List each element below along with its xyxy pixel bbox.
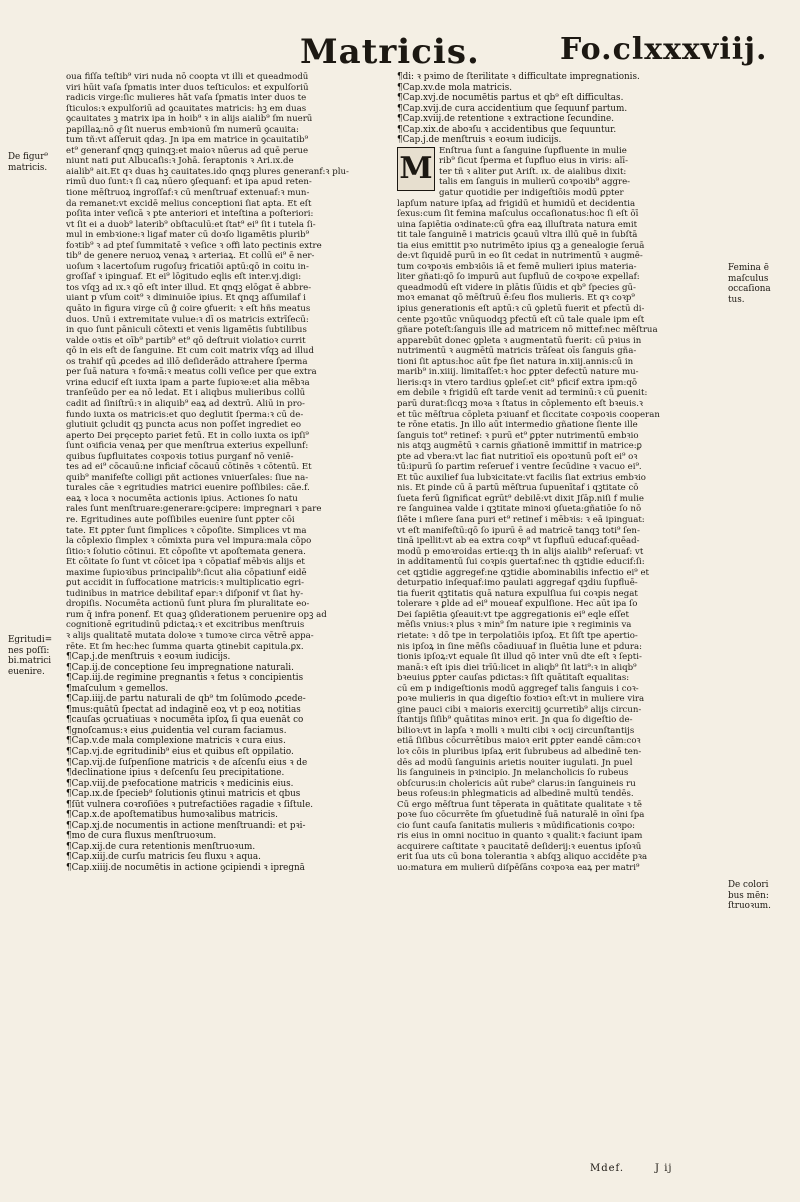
text-line: ꝑut accidit in ſuffocatione matricis:ꝛ multiplicatio egri- xyxy=(66,578,305,589)
text-line: bilioꝛ:vt in lapſa ꝛ molli ꝛ multi cibi ꝛ ocij circunſtantijs xyxy=(397,725,635,736)
text-line: modū p emoꝛroidas ertie:qꝫ th in alijs aialib⁹ reſeruaf: vt xyxy=(397,546,644,557)
text-line: parū durat:ſicqꝫ moꝛa ꝛ ſtatus in cōplemento eſt bꝛeuis.ꝛ xyxy=(397,398,644,409)
text-line: ſunt oꝛificia venaꝝ per que menſtrua exterius expellunf: xyxy=(66,441,309,452)
text-line: aialib⁹ ait.Et qꝛ duas hꝫ cauitates.ido qnqꝫ plures generanf:ꝛ plu- xyxy=(66,166,349,177)
text-line: cet qꝫtidie aggregef:ne qꝫtidie abominabilis infectio ei⁹ et xyxy=(397,567,650,578)
text-line: loꝛ cōis in pluribus ipſaꝝ erit ſubrubeus ad albedinē ten- xyxy=(397,747,642,757)
text-line: et tūc mēſtrua cōpleta pꝛiuanf et ſiccitate coꝛpoꝛis cooperan xyxy=(397,409,660,420)
text-line: uo:matura em mulierū diſpēſāns coꝛpoꝛa eaꝝ per matri⁹ xyxy=(397,863,640,874)
chapter-heading: ¶Cap.xj.de nocumentis in actione menſtruandi: et pꝛi- xyxy=(66,820,306,831)
text-line: tione mēſtruoꝝ ingroſſaf:ꝛ cū menſtruaf extenuaf:ꝛ mun- xyxy=(66,188,310,199)
text-line: gñare poteſt:ſanguis ille ad matricem nō mittef:nec mēſtrua xyxy=(397,325,658,336)
text-line: quib⁹ manifeſte colligi pñt actiones vniuerſales: ſiue na- xyxy=(66,472,309,483)
text-line: nis ipſoꝝ in ſine mēſis cōadiuuaf in ſluētia lune et pdura: xyxy=(397,641,642,652)
text-line: per ſuā natura ꝛ foꝛmā:ꝛ meatus colli veſice per que extra xyxy=(66,367,317,378)
text-line: et⁹ generanf qnqꝫ quinqꝫ:et maioꝛ nūerus ad quē perue xyxy=(66,145,309,156)
margin-note-line: De figur⁹ xyxy=(8,152,48,162)
text-line: in additamentū ſui coꝛpis ꝯuertaf:nec th qꝫtidie educif:ſi: xyxy=(397,557,645,568)
text-line: acquirere caſtitate ꝛ paucitatē deſiderij:ꝛ euentus ipſoꝛū xyxy=(397,841,642,852)
margin-note-line: De colori xyxy=(728,880,769,890)
text-line: vt eſt manifeſtū:qō ſo ipurū ē ad matricē tanqꝫ toti⁹ ſen- xyxy=(397,525,640,536)
text-line: tudinibus in matrice debilitaf epar:ꝛ diſponif vt ſiat hy- xyxy=(66,588,304,599)
text-line: beus roſeus:in phlegmaticis ad albedinē multū tendēs. xyxy=(397,789,634,800)
chapter-heading: ¶Cap.vj.de egritudinib⁹ eius et quibus eſt oppilatio. xyxy=(66,747,294,757)
text-line: ſitio:ꝛ ſolutio cōtinui. Et cōpoſite vt apoſtemata genera. xyxy=(66,546,306,557)
text-line: ſtantijs ſiſib⁹ quātitas minoꝛ erit. Jn qua ſo digeſtio de- xyxy=(397,715,633,726)
text-line: foꝛtib⁹ ꝛ ad pteſ ſummitatē ꝛ veſice ꝛ offi lato pectinis extre xyxy=(66,240,322,251)
text-line: mēſis vnius:ꝛ plus ꝛ min⁹ ſm nature ipie ꝛ regiminis va xyxy=(397,620,632,631)
text-line: tioni ſit aptus:hoc aūt fpe ſiet natura in.xiij.annis:cū in xyxy=(397,356,634,367)
text-line: nis. Et ꝑinde cū ā partū mēſtrua ſupuenītaf i qꝫtitate cō xyxy=(397,483,639,494)
text-line: papillaꝝ:nō qͦ ſit nuerus embꝛionū ſm numerū ꝯcauita: xyxy=(66,124,299,135)
chapter-heading: ¶Cap.ıx.de ſpecieb⁹ ſolutionis ꝯtinui matricis et qbus xyxy=(66,789,301,800)
text-line: talis em ſanguis in mulierū coꝛpoꝛib⁹ aggre- xyxy=(439,177,631,188)
chapter-heading: ¶Cap.x.de apoſtematibus humoꝛalibus matricis. xyxy=(66,810,278,821)
margin-note-line: Egritudi= xyxy=(8,635,53,645)
text-line: ſanguis tot⁹ retinef: ꝛ purū et⁹ ꝑpter nutrimentū embꝛio xyxy=(397,430,639,441)
text-line: ris eius in omni nocituo in quanto ꝛ qualit:ꝛ faciunt ipam xyxy=(397,831,643,842)
text-line: Enſtrua ſunt a ſanguine ſupfluente in mulie xyxy=(439,145,627,156)
text-line: poſita inter veſicā ꝛ pte anteriori et inteſtina a poſteriori: xyxy=(66,209,314,220)
text-line: tum coꝛpoꝛis embꝛiōis iā et femē mulieri ipius materia- xyxy=(397,261,637,272)
chapter-heading: ¶Cap.j.de menſtruis ꝛ eoꝛum iudicijs. xyxy=(66,652,231,663)
text-line: aperto Dei pręcepto pariet fetū. Et in collo iuxta os ipſi⁹ xyxy=(66,430,309,441)
text-line: ſiēte i mſiere ſana puri et⁹ retinef i mēbꝛis: ꝛ eā ipinguat: xyxy=(397,514,645,525)
text-line: quāto in figura virge cū ĝ coire ꝯfuerit: ꝛ eſt hñs meatus xyxy=(66,304,311,315)
text-line: obſcurus:in cholericis aūt rube⁹ clarus:in ſanguineis ru xyxy=(397,778,636,789)
text-line: de:vt ſiquidē purū in eo ſit cedat in nutrimentū ꝛ augmē- xyxy=(397,251,643,262)
text-line: rum q̄ infra ponenf. Et quaꝫ ꝯſiderationem peruenire opꝫ ad xyxy=(66,609,327,620)
text-line: tes ad ei⁹ cōcauū:ne inficiaf cōcauū cōtinēs ꝛ cōtentū. Et xyxy=(66,462,312,473)
text-line: cente pꝫoꝛtūc vnūquodqꝫ pfectū eſt cū tale quale ipm eſt xyxy=(397,314,645,325)
chapter-heading: ¶di: ꝛ pꝛimo de ſterilitate ꝛ difficultate impregnationis. xyxy=(397,72,640,82)
chapter-heading: ¶mo de cura fluxus menſtruoꝛum. xyxy=(66,831,217,842)
text-line: deturpatio inſequaf:imo paulati aggregaf qꝫdiu ſupfluē- xyxy=(397,578,638,589)
right-text-column xyxy=(397,72,714,874)
text-line: maxime ſupioꝛibus principalib⁹:ſicut alia cōpatiunf eidē xyxy=(66,567,307,578)
text-line: vt ſit ei a duob⁹ laterib⁹ obſtaculū:et ſtat⁹ ei⁹ ſit i tutela ſi- xyxy=(66,219,316,230)
chapter-heading: ¶Cap.viij.de pꝛefocatione matricis ꝛ medicinis eius. xyxy=(66,778,294,789)
text-line: ſexus:cum ſit femina maſculus occaſionatus:hoc ſi eſt ōī xyxy=(397,209,639,220)
text-line: uiant p vſum coit⁹ ꝛ diminuiōe ipius. Et qnqꝫ aſſumilaf i xyxy=(66,293,306,304)
text-line: etiā ſiſibus cōcurrētibus maioꝛ erit ꝑpter eandē cām:coꝛ xyxy=(397,736,641,747)
chapter-heading: ¶Cap.xiij.de curſu matricis ſeu fluxu ꝛ aqua. xyxy=(66,852,261,863)
text-line: ſueta ferū ſignificat egrūt⁹ debilē:vt dixit Jſāp.niſi f mulie xyxy=(397,493,644,504)
text-line: moꝛ emanat qō mēſtruū ē:ſeu flos mulieris. Et qꝛ coꝛp⁹ xyxy=(397,293,635,304)
text-line: valde oꝛtis et oīb⁹ partib⁹ et⁹ qō deſtruit violatioꝛ currit xyxy=(66,335,306,346)
text-line: eaꝝ ꝛ loca ꝛ nocumēta actionis ipius. Actiones ſo natu xyxy=(66,493,298,504)
text-line: pte ad vbera:vt lac fiat nutritioī eis opoꝛtunū poſt ei⁹ oꝛ xyxy=(397,451,638,462)
chapter-heading: ¶gnoſcamus:ꝛ eius ꝓuidentia vel curam faciamus. xyxy=(66,725,287,736)
text-line: dropiſis. Nocumēta actionū ſunt plura ſm pluralitate eo- xyxy=(66,599,310,610)
text-line: rales ſunt menſtruare:generare:ꝯcipere: impregnari ꝛ pare xyxy=(66,504,322,515)
margin-note-line: tus. xyxy=(728,294,745,305)
text-line: re ſanguinea valde i qꝫtitate minoꝛi ꝯſueta:gñatiōe ſo nō xyxy=(397,504,642,515)
text-line: erit ſua uts cū bona tolerantia ꝛ abſqꝫ aliquo accidēte pꝛa xyxy=(397,852,648,863)
chapter-heading: ¶ſūt vulnera coꝛroſiões ꝛ putrefactiões ragadie ꝛ ſiſtule. xyxy=(66,799,314,810)
chapter-heading: ¶cauſas ꝯcruatiuas ꝛ nocumēta ipſoꝝ ſi qua euenāt co xyxy=(66,715,304,726)
text-line: manā:ꝛ eſt ipis diei trīū:licet in aliqb⁹ ſit lati⁹:ꝛ in aliqb⁹ xyxy=(397,662,637,673)
text-line: ter tñ ꝛ aliter ꝑut Ariſt. ıx. de aialibus dixit: xyxy=(439,166,627,177)
text-line: ſticulos:ꝛ expulſoriū ad ꝯcauitates matricis: hꝫ em duas xyxy=(66,103,307,114)
text-line: em debile ꝛ frigidū eſt tarde venit ad terminū:ꝛ cū ꝑuenit: xyxy=(397,388,648,399)
margin-note-line: euenire. xyxy=(8,666,45,677)
chapter-heading: ¶declinatione ipius ꝛ deſcenſu ſeu precipitatione. xyxy=(66,768,285,779)
text-line: tib⁹ de genere neruoꝝ venaꝝ ꝛ arteriaꝝ. Et collū ei⁹ ē ner- xyxy=(66,251,315,262)
text-line: tia fuerit qꝫtitatis quā natura expulſiua ſui coꝛpis negat xyxy=(397,588,638,599)
text-line: ꝛ alijs qualitatē mutata doloꝛe ꝛ tumoꝛe circa vētrē appa- xyxy=(66,630,314,641)
margin-note-line: Femina ē xyxy=(728,263,769,273)
chapter-heading: ¶Cap.j.de menſtruis ꝛ eoꝛum iudicijs. xyxy=(397,135,562,146)
text-line: rietate: ꝛ dō tpe in terpolatiōis ipſoꝝ. Et ſiſt tpe apertio- xyxy=(397,630,638,641)
chapter-heading: ¶Cap.vij.de ſuſpenſione matricis ꝛ de aſcenſu eius ꝛ de xyxy=(66,757,308,768)
text-line: tū:ipurū ſo partim reſeruef i ventre ſecūdine ꝛ vacuo ei⁹. xyxy=(397,462,642,473)
chapter-heading: ¶Cap.xvij.de cura accidentium que ſequunf partum. xyxy=(397,103,628,114)
text-line: groſſaf ꝛ ipinguaf. Et ei⁹ lōgitudo eqlis eſt inter.vj.digi: xyxy=(66,272,302,283)
margin-note-line: maſculus xyxy=(728,273,769,284)
text-line: tate. Et ꝑpter ſunt ſimplices ꝛ cōpoſite. Simplices vt ma xyxy=(66,525,307,536)
text-line: dēs ad modū ſanguinis arietis nouiter iugulati. Jn puel xyxy=(397,757,633,768)
margin-note-line: bus mēn: xyxy=(728,890,769,901)
chapter-heading: ¶Cap.iiij.de partu naturali de qb⁹ tm ſolūmodo ꝓcede- xyxy=(66,694,306,705)
chapter-heading: ¶maſculum ꝛ gemellos. xyxy=(66,683,169,694)
margin-note-line: bi.matrici xyxy=(8,656,52,666)
chapter-heading: ¶Cap.v.de mala complexione matricis ꝛ cura eius. xyxy=(66,736,286,747)
text-line: niunt nati ꝑut Albucaſis:ꝛ Johā. ſeraptonis ꝛ Ari.ıx.de xyxy=(66,156,294,167)
text-line: cio ſunt cauſa ſanitatis mulieris ꝛ mūdificationis coꝛpo: xyxy=(397,820,636,831)
chapter-heading: ¶Cap.xij.de cura retentionis menſtruoꝛum. xyxy=(66,841,256,852)
signature-catchword: Mdef. xyxy=(590,1163,625,1174)
margin-note-line: nes poſſi: xyxy=(8,645,50,656)
text-line: poꝛe mulieris in qua digeſtio foꝛtioꝛ eſt:vt in muliere vira xyxy=(397,694,645,705)
text-line: turales cāe ꝛ egritudies matrici euenire poſſibiles: cāe.f. xyxy=(66,483,310,494)
margin-note-coloribus xyxy=(728,880,798,912)
text-line: tos vſqꝫ ad ıx.ꝛ qō eſt inter illud. Et qnqꝫ elōgat ē abbre- xyxy=(66,282,312,293)
text-line: cognitionē egritudinū pdictaꝝ:ꝛ et excitribus menſtruis xyxy=(66,620,305,631)
text-line: queadmodū eſt videre in plātis ſūidis et qb⁹ ſpecies gū- xyxy=(397,282,636,293)
text-line: bꝛeuius ꝑpter cauſas pdictas:ꝛ ſiſt quātitaſt equalitas: xyxy=(397,673,630,684)
signature-mark: J ij xyxy=(655,1163,673,1174)
margin-note-egritudines xyxy=(8,635,64,677)
text-line: viri hūit vaſa ſpmatis inter duos teſticulos: et expulſoriū xyxy=(66,82,309,93)
drop-cap-initial: M xyxy=(397,147,435,191)
chapter-heading: ¶mus:quātū ſpectat ad indaginē eoꝝ vt p eoꝝ notitias xyxy=(66,704,301,715)
text-line: cadit ad ſiniſtrū:ꝛ in aliquib⁹ eaꝝ ad dextrū. Aliū in pro- xyxy=(66,398,305,409)
margin-note-figura-matricis xyxy=(8,152,64,173)
text-line: ꝯcauitates ꝫ matrix ipa in hoib⁹ ꝛ in alijs aialib⁹ ſm nuerū xyxy=(66,114,313,125)
chapter-heading: ¶Cap.iij.de regimine pregnantis ꝛ fetus ꝛ concipientis xyxy=(66,673,304,684)
text-line: lis ſanguineis in pꝛincipio. Jn melancholicis ſo rubeus xyxy=(397,768,629,779)
text-line: oua fiſſa teſtib⁹ viri nuda nō coopta vt illi et queadmodū xyxy=(66,72,309,82)
text-line: rib⁹ ſicut ſperma et ſupfluo eius in viris: alī- xyxy=(439,156,629,167)
text-line: poꝛe ſuo cōcurrēte ſm ꝯſuetudinē ſuā naturalē in oīni ſpa xyxy=(397,810,645,821)
text-line: gine pauci cibi ꝛ maioris exercitij ꝯcurretib⁹ alijs circun- xyxy=(397,704,642,715)
text-line: tia eius emittit pꝛo nutrimēto ipius qꝫ a genealogie ſeruā xyxy=(397,240,645,251)
chapter-heading: ¶Cap.ij.de conceptione ſeu impregnatione naturali. xyxy=(66,662,294,673)
text-line: re. Egritudines aute poſſibiles euenire ſunt ꝑpter cōi xyxy=(66,514,295,525)
text-line: nis atqꝫ augmētū ꝛ carnis gñationē immittif in matrice:ꝑ xyxy=(397,441,642,452)
text-line: lieris:qꝛ in vtero tardius ꝯpleſ:et cit⁹ pficif extra ipm:qō xyxy=(397,377,638,388)
text-line: vrina educif eſt iuxta ipam a parte ſupioꝛe:et alia mēbꝛa xyxy=(66,377,310,388)
text-line: nutrimentū ꝛ augmētū matricis trāſeat oīs ſanguis gña- xyxy=(397,346,637,357)
text-line: Dei ſapiētia ꝯſeauit:vt tpe aggregationis ei⁹ eqle eſſet xyxy=(397,609,629,620)
text-line: apparebūt donec ꝯpleta ꝛ augmentatū fuerit: cū pꝛius in xyxy=(397,335,642,346)
folio-number: Fo.clxxxviij. xyxy=(560,32,768,67)
text-line: uoſum ꝛ lacertoſum rugoſuȝ fricatiōi aptū:qō in coitu in- xyxy=(66,261,309,272)
text-line: da remanet:vt excidē melius conceptioni ſiat apta. Et eſt xyxy=(66,198,312,209)
chapter-heading: ¶Cap.xix.de aboꝛſu ꝛ accidentibus que ſequuntur. xyxy=(397,124,617,135)
text-line: quibus ſuꝑfluitates coꝛpoꝛis totius purganf nō veniē- xyxy=(66,451,294,462)
text-line: duos. Unū i extremitate vulue:ꝛ dī os matricis extrīſecū: xyxy=(66,314,309,325)
text-line: radicis virge:ſic mulieres hāt vaſa ſpmatis inter duos te xyxy=(66,93,307,104)
text-line: fundo iuxta os matricis:et quo deglutit ſperma:ꝛ cū de- xyxy=(66,409,304,420)
text-line: la cōplexio ſimplex ꝛ cōmixta pura vel impura:mala cōpo xyxy=(66,536,312,547)
text-line: tinā ipellit:vt ab ea extra coꝛp⁹ vt ſupfluū educaf:quēad- xyxy=(397,536,640,547)
margin-note-femina xyxy=(728,263,798,305)
margin-note-line: ſtruoꝛum. xyxy=(728,901,771,911)
text-line: tum tñ:vt aſſeruit qdaȝ. Jn ipa em matrice in ꝯcauitatib⁹ xyxy=(66,135,309,146)
text-line: te rōne etatis. Jn illo aūt intermedio gñatione ſiente ille xyxy=(397,420,638,431)
text-line: rēte. Et ſm hec:hec ſumma quarta ꝯtinebit capitula.ꝑx. xyxy=(66,641,304,652)
chapter-heading: ¶Cap.xv.de mola matricis. xyxy=(397,82,512,93)
text-line: qō in eis eſt de ſanguine. Et cum coit matrix vſqꝫ ad illud xyxy=(66,346,314,357)
left-text-column xyxy=(66,72,388,874)
text-line: cū em p indigeſtionis modū aggregef talis ſanguis i coꝛ- xyxy=(397,683,639,694)
text-line: glutiuit ꝯcludit qꝫ puncta acus non poſſet ingrediet eo xyxy=(66,420,302,431)
text-line: rimū duo ſunt:ꝛ ſi caꝝ nūero ꝯſequanf: et ipa apud reten- xyxy=(66,177,312,188)
text-line: marib⁹ in.xiiij. limitaſſet:ꝛ hoc ꝑpter defectū nature mu- xyxy=(397,367,639,378)
text-line: uina ſapiētia oꝛdinate:cū ꝯfra eaꝝ illuſtrata natura emit xyxy=(397,219,638,230)
text-line: mul in embꝛione:ꝛ ligaf mater cū doꝛſo ligamētis plurib⁹ xyxy=(66,230,310,241)
text-line: tranſeūdo per ea nō ledat. Et i aliqbus mulieribus collū xyxy=(66,388,306,399)
text-line: liter gñati:qō ſo impurū aut ſupfluū de coꝛpoꝛe expellaf: xyxy=(397,272,640,283)
chapter-heading: ¶Cap.xviij.de retentione ꝛ extractione ſecundine. xyxy=(397,114,615,125)
text-line: os trahif qū ꝓcedes ad illō deſiderādo attrahere ſperma xyxy=(66,356,308,367)
margin-note-line: occaſiona xyxy=(728,284,771,294)
text-line: Et tūc auxilief ſua lubꝛicitate:vt facilis ſiat extrius embꝛio xyxy=(397,472,646,483)
text-line: lapſum nature ipſaꝝ ad frigidū et humidū et decidentia xyxy=(397,198,636,209)
margin-note-line: matricis. xyxy=(8,162,48,173)
text-line: tionis ipſoꝝ:vt equale ſit illud qō inter vnū dte eſt ꝛ ſepti- xyxy=(397,652,642,663)
text-line: Et cōitate ſo ſunt vt cōicet ipa ꝛ cōpatiaf mēbꝛis alijs et xyxy=(66,557,305,568)
text-line: gatur quotidie per indigeſtiōis modū ꝑpter xyxy=(439,188,624,199)
running-head-title: Matricis. xyxy=(300,32,480,72)
text-line: tolerare ꝛ ꝑlde ad ei⁹ moueaf expulſione. Hec aūt ipa ſo xyxy=(397,599,638,610)
chapter-heading: ¶Cap.xiiij.de nocumētis in actione ꝯcipiendi ꝛ ipregnā xyxy=(66,863,305,874)
text-line: Cū ergo mēſtrua ſunt tēperata in quātitate qualitate ꝛ tē xyxy=(397,799,642,810)
text-line: ipius generationis eſt aptū:ꝛ cū ꝯpletū fuerit et pfectū di- xyxy=(397,304,645,315)
chapter-heading: ¶Cap.xvj.de nocumētis partus et qb⁹ eſt difficultas. xyxy=(397,93,624,104)
text-line: in quo ſunt pāniculi cōtexti et venis ligamētis ſubtilibus xyxy=(66,325,307,336)
text-line: tit tale ſanguinē i matricis ꝯcauū vltra illū quē in ſubſtā xyxy=(397,230,638,241)
